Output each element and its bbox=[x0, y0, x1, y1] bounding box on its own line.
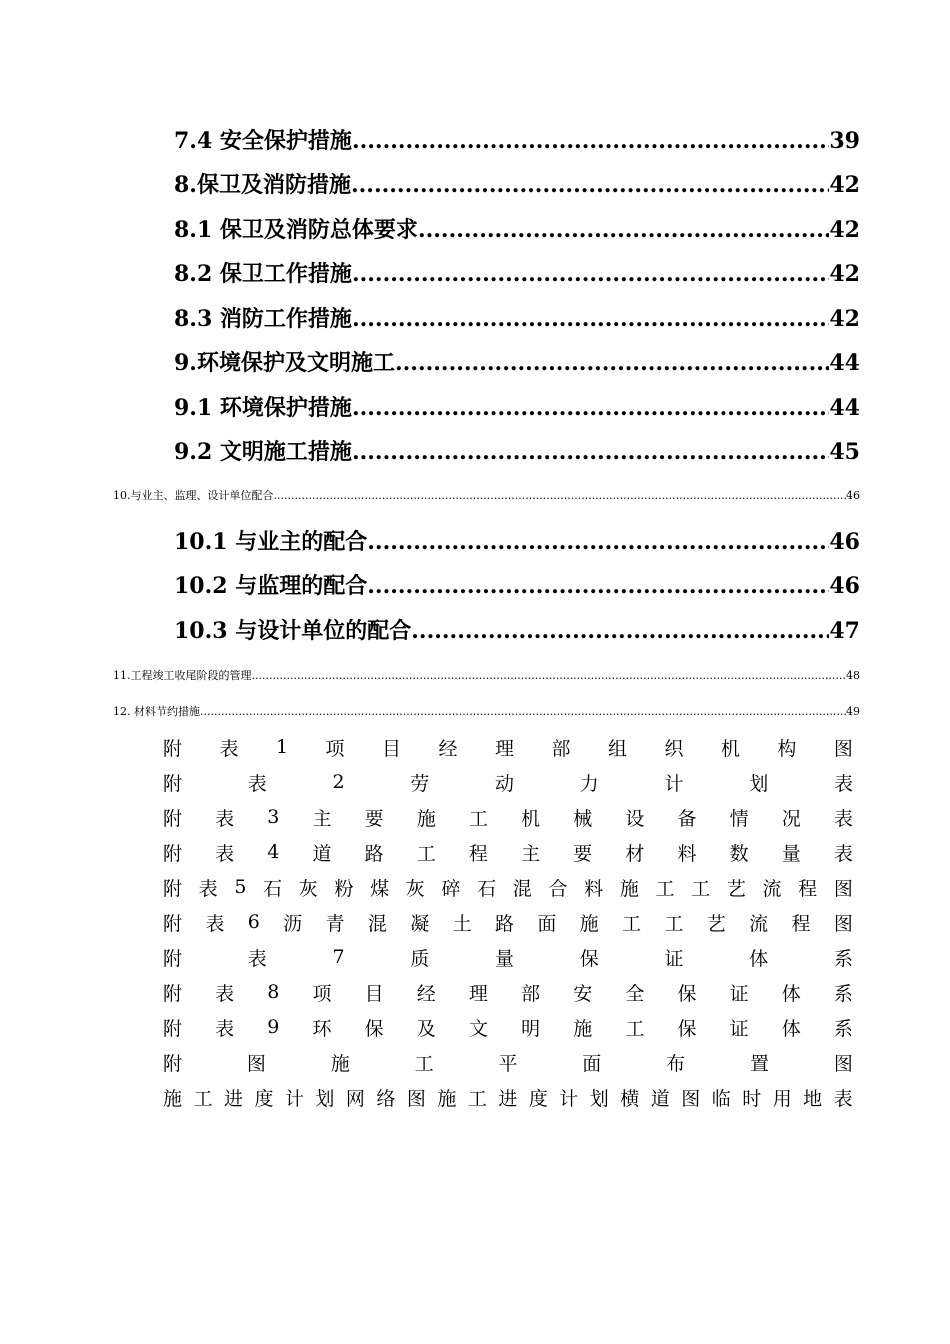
attachment-char: 明 bbox=[521, 1017, 541, 1040]
attachment-char: 3 bbox=[267, 806, 280, 828]
attachment-char: 构 bbox=[777, 737, 797, 760]
attachment-char: 证 bbox=[729, 982, 749, 1005]
attachment-char: 表 bbox=[833, 842, 853, 865]
attachment-char: 料 bbox=[584, 877, 604, 900]
attachment-char: 表 bbox=[833, 807, 853, 830]
attachment-char: 要 bbox=[573, 842, 593, 865]
attachment-char: 表 bbox=[215, 982, 235, 1005]
attachment-char: 程 bbox=[798, 877, 818, 900]
attachment-char: 经 bbox=[438, 737, 458, 760]
toc-entry-title: 8.3 消防工作措施 bbox=[174, 306, 352, 332]
attachment-char: 量 bbox=[781, 842, 801, 865]
attachment-char: 料 bbox=[677, 842, 697, 865]
attachment-char: 面 bbox=[582, 1052, 602, 1075]
attachment-char: 系 bbox=[833, 1017, 853, 1040]
toc-entry-page: 44 bbox=[829, 350, 860, 376]
attachment-char: 系 bbox=[833, 982, 853, 1005]
attachment-char: 置 bbox=[750, 1052, 770, 1075]
attachment-char: 图 bbox=[833, 877, 853, 900]
attachment-char: 系 bbox=[833, 947, 853, 970]
attachment-char: 表 bbox=[215, 1017, 235, 1040]
attachment-char: 保 bbox=[579, 947, 599, 970]
toc-entry-page: 46 bbox=[846, 489, 860, 502]
attachment-line bbox=[163, 732, 853, 762]
attachment-char: 网 bbox=[345, 1087, 365, 1110]
toc-entry[interactable] bbox=[174, 614, 860, 648]
attachment-char: 用 bbox=[772, 1087, 792, 1110]
attachment-char: 流 bbox=[749, 912, 769, 935]
attachment-char: 工 bbox=[625, 1017, 645, 1040]
attachment-char: 材 bbox=[625, 842, 645, 865]
toc-entry[interactable] bbox=[174, 525, 860, 559]
toc-leader-dots bbox=[418, 213, 829, 247]
attachment-line bbox=[163, 872, 853, 902]
attachment-char: 8 bbox=[267, 981, 280, 1003]
attachment-char: 表 bbox=[198, 877, 218, 900]
attachment-char: 体 bbox=[749, 947, 769, 970]
attachment-char: 织 bbox=[664, 737, 684, 760]
attachment-char: 目 bbox=[382, 737, 402, 760]
toc-entry-title: 10.3 与设计单位的配合 bbox=[174, 618, 412, 644]
attachment-line bbox=[163, 1047, 853, 1077]
attachment-char: 机 bbox=[720, 737, 740, 760]
attachment-char: 附 bbox=[163, 947, 183, 970]
attachment-char: 划 bbox=[589, 1087, 609, 1110]
attachment-char: 目 bbox=[364, 982, 384, 1005]
attachment-char: 保 bbox=[364, 1017, 384, 1040]
attachment-char: 度 bbox=[254, 1087, 274, 1110]
toc-entry-title: 12. 材料节约措施 bbox=[113, 705, 200, 718]
toc-entry[interactable] bbox=[174, 168, 860, 202]
attachment-char: 工 bbox=[691, 877, 711, 900]
attachment-char: 表 bbox=[205, 912, 225, 935]
toc-entry[interactable] bbox=[113, 487, 860, 505]
toc-entry-page: 39 bbox=[829, 128, 860, 154]
attachment-line bbox=[163, 767, 853, 797]
attachment-char: 环 bbox=[312, 1017, 332, 1040]
toc-leader-dots bbox=[274, 487, 847, 505]
attachment-char: 计 bbox=[559, 1087, 579, 1110]
toc-entry[interactable] bbox=[174, 569, 860, 603]
attachment-char: 图 bbox=[833, 912, 853, 935]
attachment-char: 程 bbox=[468, 842, 488, 865]
attachment-char: 情 bbox=[729, 807, 749, 830]
toc-entry-page: 48 bbox=[846, 669, 860, 682]
toc-entry-title: 9.环境保护及文明施工 bbox=[174, 350, 395, 376]
toc-leader-dots bbox=[352, 391, 829, 425]
attachment-char: 平 bbox=[498, 1052, 518, 1075]
attachment-char: 动 bbox=[495, 772, 515, 795]
toc-entry-page: 42 bbox=[829, 261, 860, 287]
attachment-char: 表 bbox=[833, 1087, 853, 1110]
toc-entry[interactable] bbox=[174, 435, 860, 469]
toc-leader-dots bbox=[352, 124, 829, 158]
attachment-char: 度 bbox=[528, 1087, 548, 1110]
toc-entry-title: 10.与业主、监理、设计单位配合 bbox=[113, 489, 274, 502]
attachment-char: 量 bbox=[495, 947, 515, 970]
attachment-char: 理 bbox=[494, 737, 514, 760]
attachment-char: 凝 bbox=[410, 912, 430, 935]
attachment-char: 路 bbox=[364, 842, 384, 865]
attachment-char: 混 bbox=[367, 912, 387, 935]
attachment-char: 理 bbox=[468, 982, 488, 1005]
attachment-char: 机 bbox=[521, 807, 541, 830]
attachment-char: 安 bbox=[573, 982, 593, 1005]
attachment-char: 4 bbox=[267, 841, 280, 863]
attachment-char: 附 bbox=[163, 772, 183, 795]
attachment-char: 地 bbox=[803, 1087, 823, 1110]
attachment-char: 路 bbox=[494, 912, 514, 935]
attachment-char: 表 bbox=[247, 947, 267, 970]
toc-entry[interactable] bbox=[174, 124, 860, 158]
attachment-line bbox=[163, 802, 853, 832]
toc-entry-title: 8.2 保卫工作措施 bbox=[174, 261, 352, 287]
attachment-char: 灰 bbox=[405, 877, 425, 900]
attachment-char: 要 bbox=[364, 807, 384, 830]
attachment-char: 力 bbox=[579, 772, 599, 795]
attachment-char: 主 bbox=[312, 807, 332, 830]
toc-entry-page: 46 bbox=[829, 529, 860, 555]
attachment-char: 进 bbox=[498, 1087, 518, 1110]
attachment-char: 附 bbox=[163, 912, 183, 935]
attachment-char: 石 bbox=[263, 877, 283, 900]
attachment-char: 图 bbox=[246, 1052, 266, 1075]
attachment-char: 施 bbox=[573, 1017, 593, 1040]
attachment-char: 附 bbox=[163, 877, 183, 900]
toc-entry-page: 44 bbox=[829, 395, 860, 421]
attachment-char: 施 bbox=[437, 1087, 457, 1110]
attachment-char: 及 bbox=[416, 1017, 436, 1040]
attachment-char: 主 bbox=[521, 842, 541, 865]
attachment-char: 图 bbox=[681, 1087, 701, 1110]
attachment-char: 工 bbox=[467, 1087, 487, 1110]
attachment-char: 工 bbox=[655, 877, 675, 900]
attachment-char: 合 bbox=[548, 877, 568, 900]
attachment-char: 工 bbox=[468, 807, 488, 830]
attachment-char: 9 bbox=[267, 1016, 280, 1038]
toc-entry-title: 8.保卫及消防措施 bbox=[174, 172, 351, 198]
attachment-char: 6 bbox=[247, 911, 260, 933]
attachment-char: 施 bbox=[416, 807, 436, 830]
toc-leader-dots bbox=[200, 703, 846, 721]
attachment-line bbox=[163, 907, 853, 937]
attachment-char: 混 bbox=[512, 877, 532, 900]
toc-entry-page: 42 bbox=[829, 172, 860, 198]
toc-leader-dots bbox=[395, 346, 829, 380]
toc-leader-dots bbox=[352, 435, 829, 469]
toc-leader-dots bbox=[352, 257, 829, 291]
attachment-line bbox=[163, 942, 853, 972]
attachment-char: 工 bbox=[416, 842, 436, 865]
attachment-char: 项 bbox=[325, 737, 345, 760]
attachment-char: 保 bbox=[677, 1017, 697, 1040]
attachment-char: 证 bbox=[729, 1017, 749, 1040]
attachment-char: 表 bbox=[833, 772, 853, 795]
attachment-char: 况 bbox=[781, 807, 801, 830]
toc-entry[interactable] bbox=[174, 213, 860, 247]
attachment-char: 络 bbox=[376, 1087, 396, 1110]
attachment-char: 1 bbox=[275, 736, 289, 758]
attachment-char: 表 bbox=[215, 842, 235, 865]
attachment-char: 文 bbox=[468, 1017, 488, 1040]
attachment-char: 计 bbox=[664, 772, 684, 795]
attachment-char: 艺 bbox=[726, 877, 746, 900]
toc-entry-page: 46 bbox=[829, 573, 860, 599]
attachment-char: 质 bbox=[410, 947, 430, 970]
attachment-char: 部 bbox=[551, 737, 571, 760]
attachment-char: 附 bbox=[163, 1052, 183, 1075]
attachment-char: 体 bbox=[781, 982, 801, 1005]
toc-entry[interactable] bbox=[174, 257, 860, 291]
attachment-char: 横 bbox=[620, 1087, 640, 1110]
attachment-char: 进 bbox=[223, 1087, 243, 1110]
attachment-char: 5 bbox=[234, 876, 247, 898]
attachment-char: 土 bbox=[452, 912, 472, 935]
attachment-char: 程 bbox=[791, 912, 811, 935]
attachment-char: 青 bbox=[325, 912, 345, 935]
toc-entry[interactable] bbox=[174, 346, 860, 380]
attachment-char: 全 bbox=[625, 982, 645, 1005]
toc-entry-title: 11.工程竣工收尾阶段的管理 bbox=[113, 669, 252, 682]
attachment-char: 表 bbox=[219, 737, 239, 760]
attachment-char: 附 bbox=[163, 982, 183, 1005]
attachment-char: 工 bbox=[193, 1087, 213, 1110]
attachment-line bbox=[163, 1082, 853, 1112]
attachment-char: 面 bbox=[537, 912, 557, 935]
attachment-char: 部 bbox=[521, 982, 541, 1005]
attachment-char: 道 bbox=[650, 1087, 670, 1110]
attachment-char: 保 bbox=[677, 982, 697, 1005]
attachment-char: 粉 bbox=[334, 877, 354, 900]
attachment-char: 时 bbox=[742, 1087, 762, 1110]
attachment-char: 劳 bbox=[410, 772, 430, 795]
attachment-char: 煤 bbox=[370, 877, 390, 900]
toc-leader-dots bbox=[367, 525, 829, 559]
attachment-char: 灰 bbox=[298, 877, 318, 900]
toc-entry-page: 42 bbox=[829, 217, 860, 243]
attachment-char: 体 bbox=[781, 1017, 801, 1040]
toc-entry-title: 7.4 安全保护措施 bbox=[174, 128, 352, 154]
attachment-char: 项 bbox=[312, 982, 332, 1005]
attachment-char: 施 bbox=[579, 912, 599, 935]
toc-entry-title: 8.1 保卫及消防总体要求 bbox=[174, 217, 418, 243]
attachment-char: 划 bbox=[315, 1087, 335, 1110]
attachment-char: 附 bbox=[163, 807, 183, 830]
attachment-char: 计 bbox=[284, 1087, 304, 1110]
attachment-char: 表 bbox=[247, 772, 267, 795]
attachment-char: 组 bbox=[607, 737, 627, 760]
toc-entry-title: 10.1 与业主的配合 bbox=[174, 529, 368, 555]
toc-leader-dots bbox=[367, 569, 829, 603]
attachment-char: 图 bbox=[833, 737, 853, 760]
attachment-char: 临 bbox=[711, 1087, 731, 1110]
attachment-char: 证 bbox=[664, 947, 684, 970]
toc-entry-title: 10.2 与监理的配合 bbox=[174, 573, 368, 599]
toc-entry[interactable] bbox=[113, 703, 860, 721]
toc-entry[interactable] bbox=[174, 391, 860, 425]
attachment-char: 图 bbox=[406, 1087, 426, 1110]
toc-entry-page: 45 bbox=[829, 439, 860, 465]
toc-leader-dots bbox=[252, 667, 847, 685]
toc-entry-title: 9.2 文明施工措施 bbox=[174, 439, 352, 465]
toc-entry-page: 49 bbox=[846, 705, 860, 718]
attachment-char: 布 bbox=[666, 1052, 686, 1075]
attachment-line bbox=[163, 977, 853, 1007]
attachment-char: 石 bbox=[477, 877, 497, 900]
attachment-char: 沥 bbox=[283, 912, 303, 935]
toc-entry[interactable] bbox=[113, 667, 860, 685]
attachment-char: 附 bbox=[163, 1017, 183, 1040]
attachment-char: 附 bbox=[163, 737, 183, 760]
attachment-char: 图 bbox=[833, 1052, 853, 1075]
attachment-char: 施 bbox=[163, 1087, 183, 1110]
attachment-char: 道 bbox=[312, 842, 332, 865]
attachment-char: 设 bbox=[625, 807, 645, 830]
attachment-char: 工 bbox=[664, 912, 684, 935]
toc-entry-page: 47 bbox=[829, 618, 860, 644]
attachment-char: 械 bbox=[573, 807, 593, 830]
attachment-char: 流 bbox=[762, 877, 782, 900]
attachment-char: 施 bbox=[619, 877, 639, 900]
attachment-char: 施 bbox=[330, 1052, 350, 1075]
toc-leader-dots bbox=[411, 614, 829, 648]
attachment-char: 艺 bbox=[706, 912, 726, 935]
attachment-char: 工 bbox=[414, 1052, 434, 1075]
attachment-char: 划 bbox=[749, 772, 769, 795]
attachment-char: 附 bbox=[163, 842, 183, 865]
attachment-char: 碎 bbox=[441, 877, 461, 900]
toc-leader-dots bbox=[352, 302, 829, 336]
attachment-char: 经 bbox=[416, 982, 436, 1005]
attachment-line bbox=[163, 1012, 853, 1042]
attachment-line bbox=[163, 837, 853, 867]
toc-leader-dots bbox=[351, 168, 829, 202]
toc-entry-title: 9.1 环境保护措施 bbox=[174, 395, 352, 421]
attachment-char: 7 bbox=[332, 946, 345, 968]
attachment-char: 2 bbox=[332, 771, 345, 793]
attachment-char: 工 bbox=[622, 912, 642, 935]
attachment-char: 备 bbox=[677, 807, 697, 830]
toc-entry-page: 42 bbox=[829, 306, 860, 332]
attachment-char: 表 bbox=[215, 807, 235, 830]
attachment-char: 数 bbox=[729, 842, 749, 865]
toc-entry[interactable] bbox=[174, 302, 860, 336]
